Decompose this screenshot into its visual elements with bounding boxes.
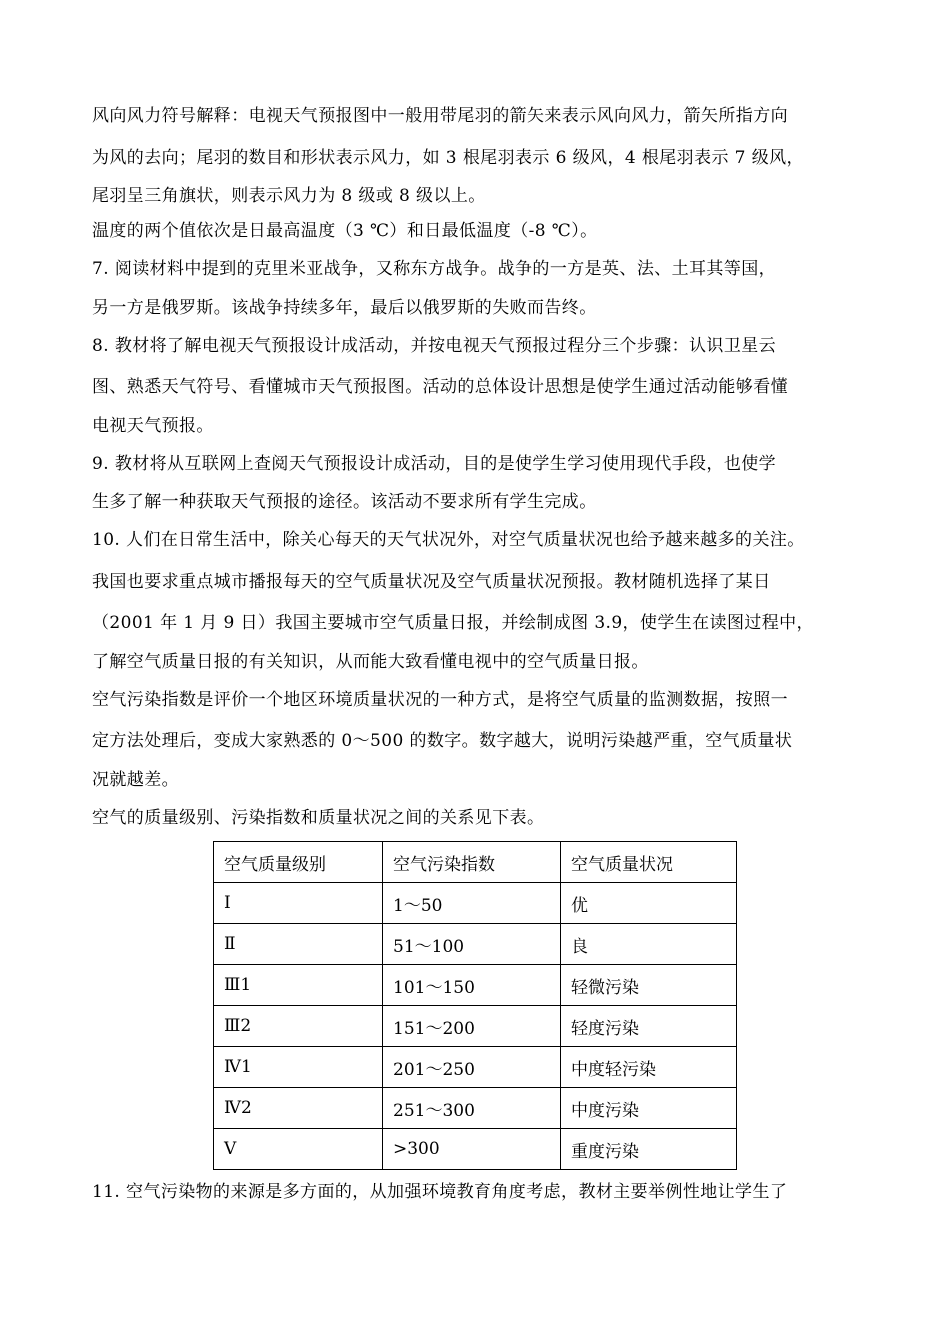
table-cell: Ⅳ1	[214, 1047, 383, 1088]
text-line: 8. 教材将了解电视天气预报设计成活动，并按电视天气预报过程分三个步骤：认识卫星云	[92, 335, 777, 356]
text-line: 温度的两个值依次是日最高温度（3 ℃）和日最低温度（-8 ℃）。	[92, 221, 598, 241]
text-line: 空气的质量级别、污染指数和质量状况之间的关系见下表。	[92, 807, 545, 828]
text-line: 10. 人们在日常生活中，除关心每天的天气状况外，对空气质量状况也给予越来越多的关注。	[92, 530, 805, 550]
table-row	[214, 1047, 737, 1088]
air-quality-table	[213, 841, 737, 1170]
table-cell: >300	[383, 1129, 561, 1170]
table-row	[214, 1088, 737, 1129]
table-cell: Ⅴ	[214, 1129, 383, 1170]
table-cell: 151～200	[383, 1006, 561, 1047]
text-line: 尾羽呈三角旗状，则表示风力为 8 级或 8 级以上。	[92, 186, 486, 206]
document-page	[92, 96, 868, 1214]
text-line: 定方法处理后，变成大家熟悉的 0～500 的数字。数字越大，说明污染越严重，空气质量状	[92, 731, 793, 751]
table-cell: Ⅲ2	[214, 1006, 383, 1047]
text-line: 为风的去向；尾羽的数目和形状表示风力，如 3 根尾羽表示 6 级风，4 根尾羽表示 7 级风，	[92, 147, 804, 168]
text-line: 7. 阅读材料中提到的克里米亚战争，又称东方战争。战争的一方是英、法、土耳其等国，	[92, 259, 777, 279]
table-header-cell: 空气质量状况	[561, 842, 737, 883]
text-line: 风向风力符号解释：电视天气预报图中一般用带尾羽的箭矢来表示风向风力，箭矢所指方向	[92, 106, 788, 126]
table-cell: 1～50	[383, 883, 561, 924]
table-row	[214, 1006, 737, 1047]
table-cell: 中度轻污染	[561, 1047, 737, 1088]
text-line: 11. 空气污染物的来源是多方面的，从加强环境教育角度考虑，教材主要举例性地让学生了	[92, 1182, 788, 1202]
text-line: 了解空气质量日报的有关知识，从而能大致看懂电视中的空气质量日报。	[92, 651, 649, 672]
text-line: 我国也要求重点城市播报每天的空气质量状况及空气质量状况预报。教材随机选择了某日	[92, 571, 771, 592]
text-line: 空气污染指数是评价一个地区环境质量状况的一种方式，是将空气质量的监测数据，按照一	[92, 689, 788, 710]
table-cell: 201～250	[383, 1047, 561, 1088]
table-cell: 中度污染	[561, 1088, 737, 1129]
table-cell: 良	[561, 924, 737, 965]
table-cell: 轻微污染	[561, 965, 737, 1006]
table-cell: 重度污染	[561, 1129, 737, 1170]
table-cell: 轻度污染	[561, 1006, 737, 1047]
table-cell: Ⅰ	[214, 883, 383, 924]
table-header-cell: 空气污染指数	[383, 842, 561, 883]
text-line: 生多了解一种获取天气预报的途径。该活动不要求所有学生完成。	[92, 492, 597, 512]
table-cell: 251～300	[383, 1088, 561, 1129]
text-line: 另一方是俄罗斯。该战争持续多年，最后以俄罗斯的失败而告终。	[92, 297, 597, 318]
table-row	[214, 924, 737, 965]
table-cell: 51～100	[383, 924, 561, 965]
table-cell: Ⅲ1	[214, 965, 383, 1006]
table-header-cell: 空气质量级别	[214, 842, 383, 883]
table-row	[214, 965, 737, 1006]
table-row	[214, 883, 737, 924]
table-cell: Ⅱ	[214, 924, 383, 965]
table-cell: 优	[561, 883, 737, 924]
table-row	[214, 1129, 737, 1170]
table-header-row	[214, 842, 737, 883]
table-cell: Ⅳ2	[214, 1088, 383, 1129]
text-line: 况就越差。	[92, 769, 179, 790]
text-line: 9. 教材将从互联网上查阅天气预报设计成活动，目的是使学生学习使用现代手段，也使学	[92, 453, 777, 474]
table-cell: 101～150	[383, 965, 561, 1006]
text-line: 图、熟悉天气符号、看懂城市天气预报图。活动的总体设计思想是使学生通过活动能够看懂	[92, 377, 788, 397]
text-line: 电视天气预报。	[92, 415, 214, 436]
text-line: （2001 年 1 月 9 日）我国主要城市空气质量日报，并绘制成图 3.9，使学生在读图过程中，	[92, 613, 814, 633]
